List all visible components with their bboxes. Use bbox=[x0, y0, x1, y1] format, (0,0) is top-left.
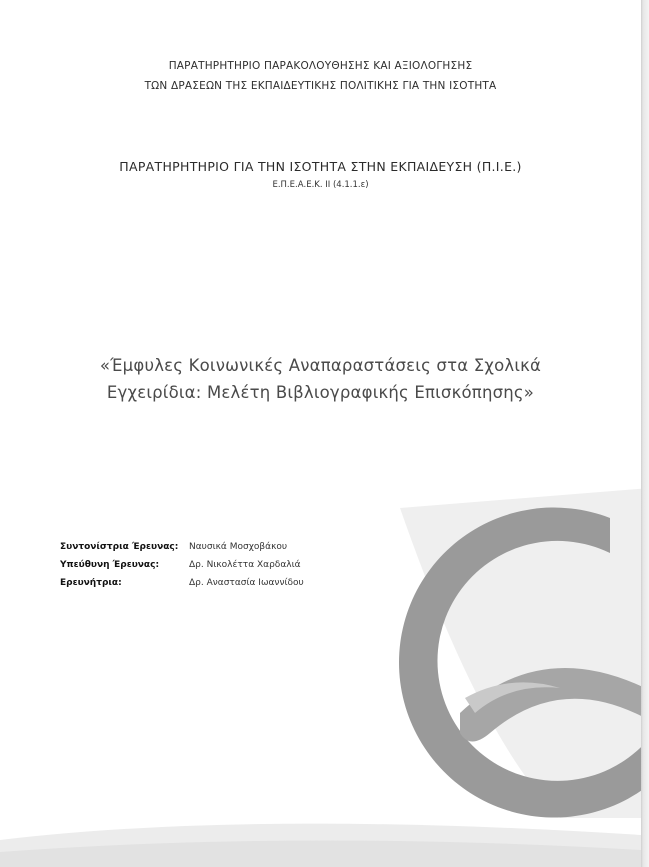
credit-role: Ερευνήτρια: bbox=[60, 578, 122, 588]
credit-role: Συντονίστρια Έρευνας: bbox=[60, 542, 179, 552]
observatory-title-line-2: ΤΩΝ ΔΡΑΣΕΩΝ ΤΗΣ ΕΚΠΑΙΔΕΥΤΙΚΗΣ ΠΟΛΙΤΙΚΗΣ ΓΙΑ ΤΗΝ ΙΣΟΤΗΤΑ bbox=[144, 80, 497, 92]
bottom-wave bbox=[0, 790, 641, 867]
study-title-line-2: Εγχειρίδια: Μελέτη Βιβλιογραφικής Επισκόπησης» bbox=[106, 383, 535, 402]
credit-row-researcher bbox=[60, 574, 304, 592]
observatory-title-line-1: ΠΑΡΑΤΗΡΗΤΗΡΙΟ ΠΑΡΑΚΟΛΟΥΘΗΣΗΣ ΚΑΙ ΑΞΙΟΛΟΓΗΣΗΣ bbox=[168, 60, 473, 72]
program-code: Ε.Π.Ε.Α.Ε.Κ. ΙΙ (4.1.1.ε) bbox=[272, 180, 369, 190]
program-title: ΠΑΡΑΤΗΡΗΤΗΡΙΟ ΓΙΑ ΤΗΝ ΙΣΟΤΗΤΑ ΣΤΗΝ ΕΚΠΑΙΔΕΥΣΗ (Π.Ι.Ε.) bbox=[119, 159, 522, 174]
credit-role: Υπεύθυνη Έρευνας: bbox=[60, 560, 160, 570]
credit-name: Δρ. Νικολέττα Χαρδαλιά bbox=[189, 560, 301, 570]
page-edge-shadow bbox=[641, 0, 649, 867]
credit-row-lead-researcher bbox=[60, 556, 304, 574]
credits-block bbox=[60, 538, 304, 592]
study-title-line-1: «Έμφυλες Κοινωνικές Αναπαραστάσεις στα Σχολικά bbox=[99, 356, 542, 375]
credit-row-coordinator bbox=[60, 538, 304, 556]
swirl-logo bbox=[360, 488, 641, 818]
credit-name: Δρ. Αναστασία Ιωαννίδου bbox=[189, 578, 304, 588]
credit-name: Ναυσικά Μοσχοβάκου bbox=[189, 542, 288, 552]
